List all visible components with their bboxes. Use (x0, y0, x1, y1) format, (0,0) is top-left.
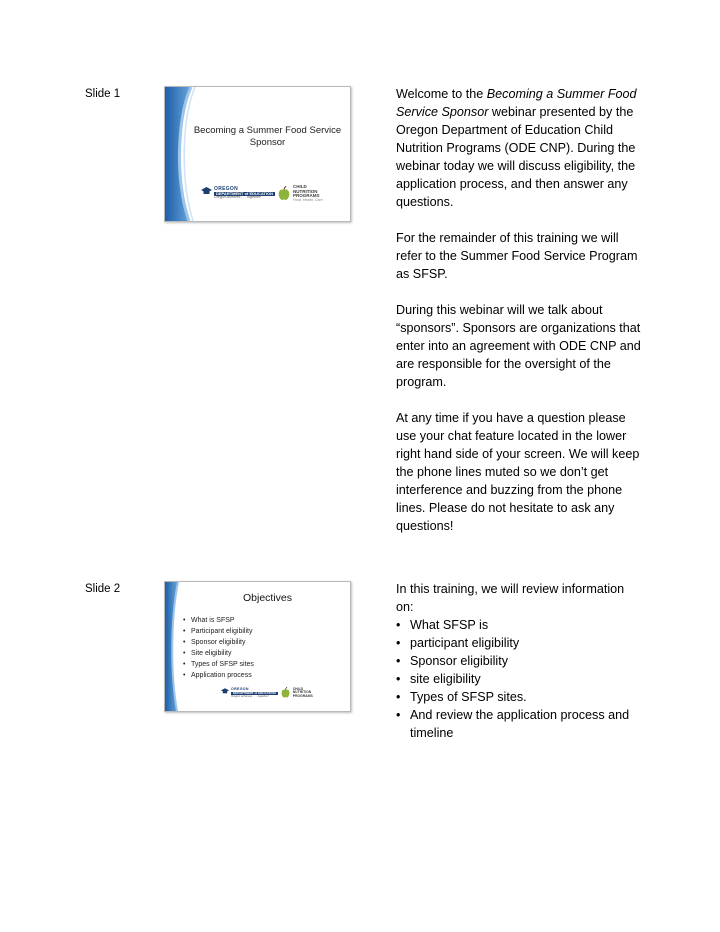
slide-1-thumb-title: Becoming a Summer Food Service Sponsor (193, 125, 342, 148)
slide-1-notes-questions: At any time if you have a question please use your chat feature located in the lower right hand side of your screen. We will keep the phone lines muted so we don’t get interference and buzzing from the phone lines. Please do not hesitate to ask any questions! (396, 411, 640, 533)
ode-logo-line1: OREGON (214, 186, 239, 193)
ode-logo-tagline: Oregon achieves . . . together! (214, 195, 262, 200)
slide-1-label: Slide 1 (85, 88, 121, 100)
cnp-apple-icon (278, 186, 290, 202)
list-item: • What SFSP is (396, 616, 641, 634)
cnp-logo-line3: PROGRAMS (292, 193, 320, 198)
list-item: • Sponsor eligibility (183, 637, 254, 648)
cnp-apple-icon (281, 687, 290, 699)
cnp-logo (293, 185, 324, 202)
slide-1-notes-sponsors: During this webinar will we talk about “sponsors”. Sponsors are organizations that enter into an agreement with ODE CNP and are responsible for the oversight of the program. (396, 303, 641, 389)
list-item: • site eligibility (396, 670, 641, 688)
list-item: • And review the application process and timeline (396, 706, 641, 742)
slide-2-notes-intro: In this training, we will review information on: (396, 582, 625, 614)
cnp-logo (293, 688, 313, 698)
graduation-cap-icon (221, 688, 229, 695)
slide-1-thumbnail (164, 86, 351, 222)
list-item: • Application process (183, 670, 254, 681)
list-item: • Sponsor eligibility (396, 652, 641, 670)
cnp-logo-line2: NUTRITION (292, 188, 318, 194)
slide-1-notes-intro: Welcome to the Becoming a Summer Food Service Sponsor webinar presented by the Oregon Department of Education Child Nutrition Programs (ODE CNP). During the webinar today we will discuss eligibility, the application process, and then answer any questions. (396, 87, 637, 209)
slide-2-logos (221, 687, 313, 699)
cnp-logo-line2: NUTRITION (292, 690, 312, 695)
ode-logo (221, 688, 278, 697)
slide-1-notes (396, 85, 641, 553)
list-item: • Participant eligibility (183, 626, 254, 637)
slide-2-thumbnail (164, 581, 351, 712)
ode-logo-line2: DEPARTMENT of EDUCATION (216, 191, 273, 197)
cnp-logo-tagline: Food. Health. Care. (292, 197, 324, 202)
slide-2-thumb-title: Objectives (242, 592, 293, 604)
slide-2-label: Slide 2 (85, 583, 121, 595)
list-item: • participant eligibility (396, 634, 641, 652)
slide-2-notes-bullets (396, 616, 641, 742)
slide-2-notes (396, 580, 641, 742)
slide-1-notes-sfsp-definition: For the remainder of this training we will refer to the Summer Food Service Program as SFSP. (396, 231, 638, 281)
slide-2-thumb-bullets (183, 615, 254, 681)
list-item: • What is SFSP (183, 615, 254, 626)
list-item: • Types of SFSP sites (183, 659, 254, 670)
list-item: • Types of SFSP sites. (396, 688, 641, 706)
cnp-logo-line1: CHILD (292, 686, 304, 691)
cnp-logo-line3: PROGRAMS (292, 693, 313, 698)
list-item: • Site eligibility (183, 648, 254, 659)
ode-logo-line1: OREGON (231, 687, 249, 692)
ode-logo-tagline: Oregon achieves . . . together! (231, 693, 269, 698)
cnp-logo-line1: CHILD (292, 184, 307, 189)
ode-logo-line2: DEPARTMENT of EDUCATION (233, 690, 276, 695)
graduation-cap-icon (201, 187, 212, 196)
slide-1-logos (201, 185, 324, 202)
ode-logo (201, 187, 275, 200)
